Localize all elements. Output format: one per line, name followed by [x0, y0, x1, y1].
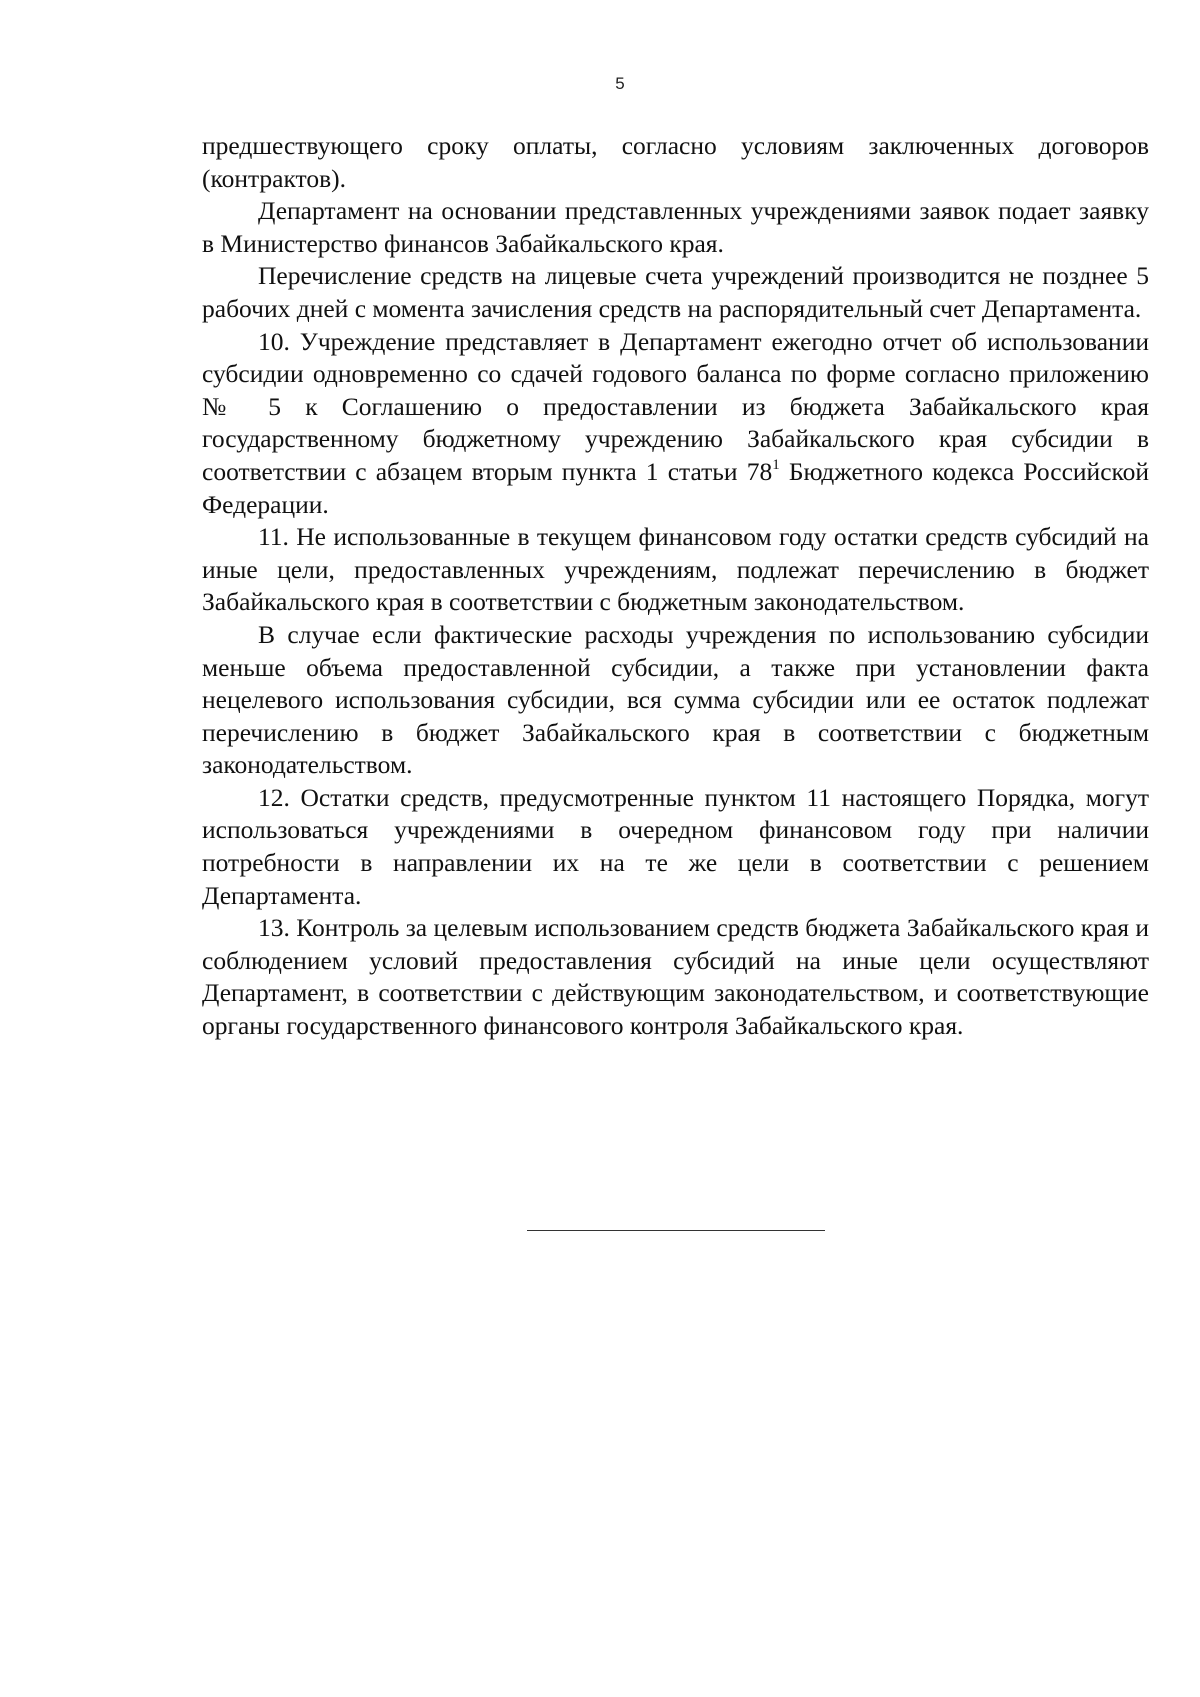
end-of-document-rule: [527, 1230, 825, 1231]
paragraph-funds-transfer: Перечисление средств на лицевые счета учреждений производится не позднее 5 рабочих дней с момента зачисления средств на распорядительный счет Департамента.: [202, 261, 1149, 323]
page-number: 5: [615, 74, 625, 93]
paragraph-refund-case: В случае если фактические расходы учреждения по использованию субсидии меньше объема предоставленной субсидии, а также при установлении факта нецелевого использования субсидии, вся сумма субсидии или ее остаток подлежат перечислению в бюджет Забайкальского края в соответствии с бюджетным законодательством.: [202, 619, 1149, 780]
paragraph-department-request: Департамент на основании представленных учреждениями заявок подает заявку в Министерство финансов Забайкальского края.: [202, 196, 1149, 258]
article-superscript: 1: [772, 456, 780, 473]
paragraph-item-10: [202, 326, 1149, 522]
paragraph-continuation: предшествующего сроку оплаты, согласно условиям заключенных договоров (контрактов).: [202, 131, 1149, 193]
paragraph-item-12: 12. Остатки средств, предусмотренные пунктом 11 настоящего Порядка, могут использоваться учреждениями в очередном финансовом году при наличии потребности в направлении их на те же цели в соответствии с решением Департамента.: [202, 782, 1149, 910]
paragraph-item-13: 13. Контроль за целевым использованием средств бюджета Забайкальского края и соблюдением условий предоставления субсидий на иные цели осуществляют Департамент, в соответствии с действующим законодательством, и соответствующие органы государственного финансового контроля Забайкальского края.: [202, 913, 1149, 1041]
paragraph-item-11: 11. Не использованные в текущем финансовом году остатки средств субсидий на иные цели, предоставленных учреждениям, подлежат перечислению в бюджет Забайкальского края в соответствии с бюджетным законодательством.: [202, 522, 1149, 617]
document-body: [202, 130, 1149, 1043]
paragraph-item-10-text: 10. Учреждение представляет в Департамент ежегодно отчет об использовании субсидии одновременно со сдачей годового баланса по форме согласно приложению № 5 к Соглашению о предоставлении из бюджета Забайкальского края государственному бюджетному учреждению Забайкальского края субсидии в соответствии с абзацем вторым пункта 1 статьи 78: [202, 326, 1149, 486]
paragraph-item-10-tail: Бюджетного кодекса Российской Федерации.: [202, 456, 1150, 519]
